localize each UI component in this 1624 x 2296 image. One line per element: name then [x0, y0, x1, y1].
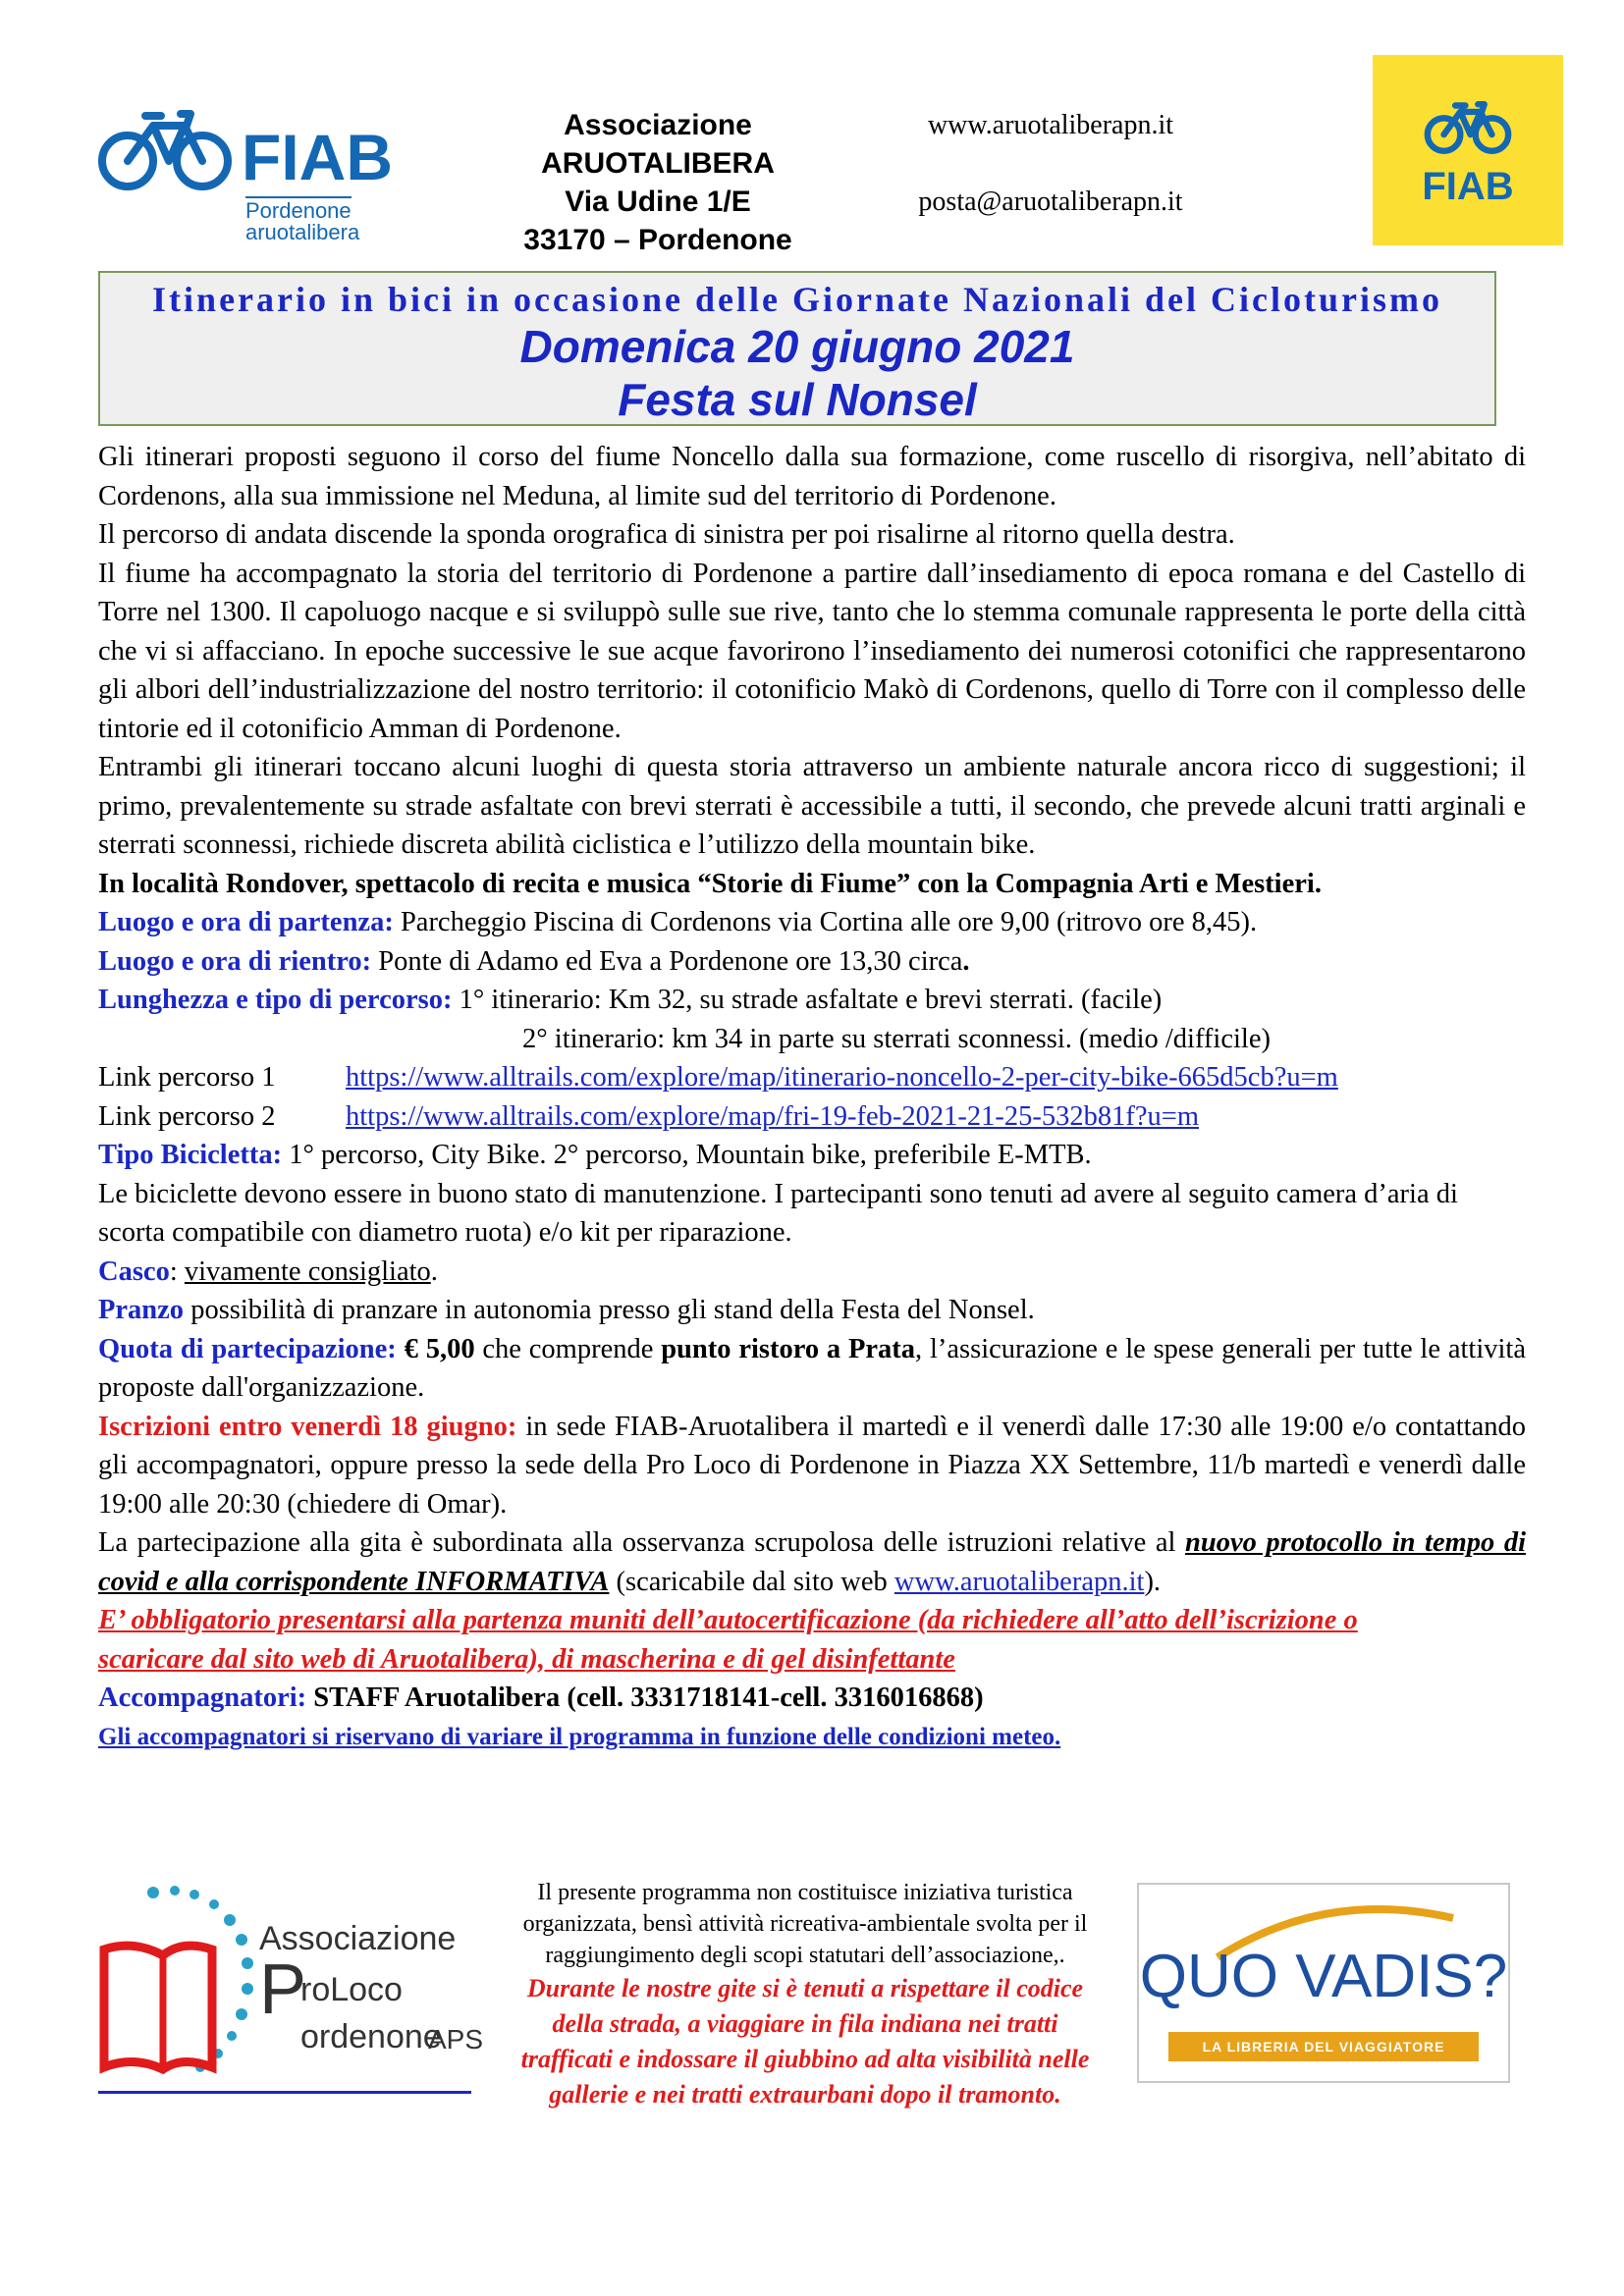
lunch-label: Pranzo [98, 1295, 185, 1325]
proloco-line-1: Associazione [259, 1920, 457, 1957]
weather-note [98, 1718, 1526, 1757]
fiab-logo-text: FIAB [242, 121, 393, 193]
registration-value: in sede FIAB-Aruotalibera il martedì e il venerdì dalle 17:30 alle 19:00 e/o contattando gli accompagnatori, oppure presso la sede della Pro Loco di Pordenone in Piazza XX Settembre, 11/b martedì e venerdì dalle 19:00 alle 20:30 (chiedere di Omar). [98, 1411, 1526, 1520]
lunch-value: possibilità di pranzare in autonomia presso gli stand della Festa del Nonsel. [184, 1295, 1035, 1325]
book-icon [94, 1881, 271, 2087]
quovadis-subtitle: LA LIBRERIA DEL VIAGGIATORE [1168, 2032, 1479, 2061]
departure-value: Parcheggio Piscina di Cordenons via Cortina alle ore 9,00 (ritrovo ore 8,45). [393, 907, 1258, 937]
event-date: Domenica 20 giugno 2021 [519, 321, 1075, 372]
bike-type-value: 1° percorso, City Bike. 2° percorso, Mountain bike, preferibile E-MTB. [282, 1140, 1092, 1170]
footer-safety-note: Durante le nostre gite si è tenuti a rispettare il codice della strada, a viaggiare in fila indiana nei tratti trafficati e indossare il giubbino ad alta visibilità nelle gallerie e nei tratti extraurbani dopo il tramonto. [520, 1974, 1090, 2109]
intro-paragraph-1: Gli itinerari proposti seguono il corso del fiume Noncello dalla sua formazione, come ruscello di risorgiva, nell’abitato di Cordenons, alla sua immissione nel Meduna, al limite sud del territorio di Pordenone. [98, 442, 1526, 511]
mandatory-text: E’ obbligatorio presentarsi alla partenza muniti dell’autocertificazione (da richiedere all’atto dell’iscrizione o scaricare dal sito web di Aruotalibera), di mascherina e di gel disinfettante [98, 1605, 1358, 1675]
helmet-colon: : [169, 1255, 185, 1287]
proloco-aps: APS [428, 2024, 484, 2055]
departure-row [98, 903, 1526, 942]
document-body [98, 438, 1526, 1756]
link-row-1 [98, 1058, 1526, 1097]
event-show-note: In località Rondover, spettacolo di recita e musica “Storie di Fiume” con la Compagnia Arti e Mestieri. [98, 868, 1322, 899]
weather-text: Gli accompagnatori si riservano di variare il programma in funzione delle condizioni meteo. [98, 1723, 1061, 1750]
fiab-pordenone-logo [96, 98, 410, 245]
protocol-after: (scaricabile dal sito web [609, 1566, 894, 1597]
guides-row [98, 1679, 1526, 1718]
assoc-line-1: Associazione [564, 109, 752, 141]
fee-text-1: che comprende [474, 1333, 662, 1364]
return-label: Luogo e ora di rientro: [98, 945, 372, 977]
assoc-line-4: 33170 – Pordenone [523, 224, 792, 256]
proloco-line-3: ordenone [300, 2018, 442, 2056]
protocol-text: La partecipazione alla gita è subordinata alla osservanza scrupolosa delle istruzioni relative al [98, 1527, 1185, 1558]
website-link[interactable]: www.aruotaliberapn.it [927, 110, 1174, 140]
registration-label: Iscrizioni entro venerdì 18 giugno: [98, 1411, 517, 1442]
fee-refreshment: punto ristoro a Prata [661, 1333, 916, 1364]
return-value: Ponte di Adamo ed Eva a Pordenone ore 13,30 circa [371, 945, 963, 977]
mandatory-note [98, 1601, 1526, 1679]
proloco-underline [98, 2091, 471, 2094]
length-value-2: 2° itinerario: km 34 in parte su sterrati sconnessi. (medio /difficile) [522, 1023, 1271, 1054]
protocol-end: ). [1144, 1566, 1162, 1597]
protocol-link[interactable]: www.aruotaliberapn.it [893, 1566, 1145, 1597]
fiab-logo-sub1: Pordenone [245, 198, 352, 223]
bicycle-icon [1424, 98, 1512, 157]
intro-paragraph-2: Il percorso di andata discende la sponda orografica di sinistra per poi risalirne al ritorno quella destra. [98, 519, 1235, 550]
association-address [511, 106, 805, 259]
registration-row [98, 1408, 1526, 1524]
event-title: Festa sul Nonsel [618, 374, 977, 425]
lunch-row [98, 1291, 1526, 1330]
proloco-logo [94, 1881, 484, 2087]
link-1-label: Link percorso 1 [98, 1062, 276, 1093]
length-value-1: 1° itinerario: Km 32, su strade asfaltate e brevi sterrati. (facile) [452, 985, 1163, 1015]
fee-text-2: , l’assicurazione e le spese generali per tutte le attività proposte dall'organizzazione. [98, 1333, 1526, 1403]
intro-paragraph-4: Entrambi gli itinerari toccano alcuni luoghi di questa storia attraverso un ambiente naturale ancora ricco di suggestioni; il primo, prevalentemente su strade asfaltate con brevi sterrati è accessibile a tutti, il secondo, che prevede alcuni tratti arginali e sterrati sconnessi, richiede discreta abilità ciclistica e l’utilizzo della mountain bike. [98, 752, 1526, 860]
bike-type-label: Tipo Bicicletta: [98, 1140, 283, 1170]
return-dot: . [962, 945, 970, 977]
guides-label: Accompagnatori: [98, 1682, 307, 1713]
protocol-bold: nuovo protocollo in tempo di covid e alla corrispondente INFORMATIVA [98, 1527, 1526, 1597]
quovadis-title: QUO VADIS? [1139, 1943, 1508, 2010]
fiab-badge-text: FIAB [1422, 165, 1514, 208]
departure-label: Luogo e ora di partenza: [98, 907, 394, 937]
fee-label: Quota di partecipazione: [98, 1333, 397, 1364]
footer-note [520, 1877, 1090, 2112]
quovadis-logo [1137, 1883, 1510, 2083]
helmet-value: vivamente consigliato [184, 1255, 431, 1287]
bicycle-icon [96, 106, 234, 194]
link-1-url[interactable]: https://www.alltrails.com/explore/map/itinerario-noncello-2-per-city-bike-665d5cb?u=m [346, 1062, 1338, 1093]
maintenance-note: Le biciclette devono essere in buono stato di manutenzione. I partecipanti sono tenuti ad avere al seguito camera d’aria di scorta compatibile con diametro ruota) e/o kit per riparazione. [98, 1178, 1458, 1248]
intro-paragraph-3: Il fiume ha accompagnato la storia del territorio di Pordenone a partire dall’insediamento di epoca romana e del Castello di Torre nel 1300. Il capoluogo nacque e si sviluppò sulle sue rive, tanto che lo stemma comunale rappresenta le porte della città che vi si affacciano. In epoche successive le sue acque favorirono l’insediamento dei numerosi cotonifici che rappresentarono gli albori dell’industrializzazione del nostro territorio: il cotonificio Makò di Cordenons, quello di Torre con il complesso delle tintorie ed il cotonificio Amman di Pordenone. [98, 558, 1526, 744]
title-box [98, 271, 1496, 426]
proloco-P-1: P [259, 1950, 307, 2029]
event-subtitle: Itinerario in bici in occasione delle Giornate Nazionali del Cicloturismo [152, 280, 1442, 319]
assoc-line-2: ARUOTALIBERA [541, 147, 775, 180]
link-2-url[interactable]: https://www.alltrails.com/explore/map/fri-19-feb-2021-21-25-532b81f?u=m [346, 1100, 1200, 1132]
length-label: Lunghezza e tipo di percorso: [98, 985, 453, 1015]
proloco-line-2: roLoco [300, 1971, 403, 2008]
helmet-label: Casco [98, 1255, 170, 1287]
footer-disclaimer: Il presente programma non costituisce iniziativa turistica organizzata, bensì attività ricreativa-ambientale svolta per il raggiungimento degli scopi statutari dell’associazione,. [522, 1880, 1088, 1968]
fee-amount: € 5,00 [396, 1333, 475, 1364]
assoc-line-3: Via Udine 1/E [565, 186, 751, 218]
fiab-logo-sub2: aruotalibera [245, 220, 360, 244]
fee-row [98, 1330, 1526, 1408]
bike-type-row [98, 1136, 1526, 1175]
guides-value: STAFF Aruotalibera (cell. 3331718141-cell. 3316016868) [306, 1682, 984, 1713]
link-row-2 [98, 1097, 1526, 1137]
email-link[interactable]: posta@aruotaliberapn.it [918, 187, 1183, 217]
return-row [98, 942, 1526, 982]
helmet-row [98, 1253, 1526, 1292]
length-row [98, 981, 1526, 1020]
protocol-row [98, 1523, 1526, 1601]
fiab-yellow-badge [1373, 55, 1563, 245]
helmet-dot: . [430, 1255, 438, 1287]
link-2-label: Link percorso 2 [98, 1100, 276, 1132]
